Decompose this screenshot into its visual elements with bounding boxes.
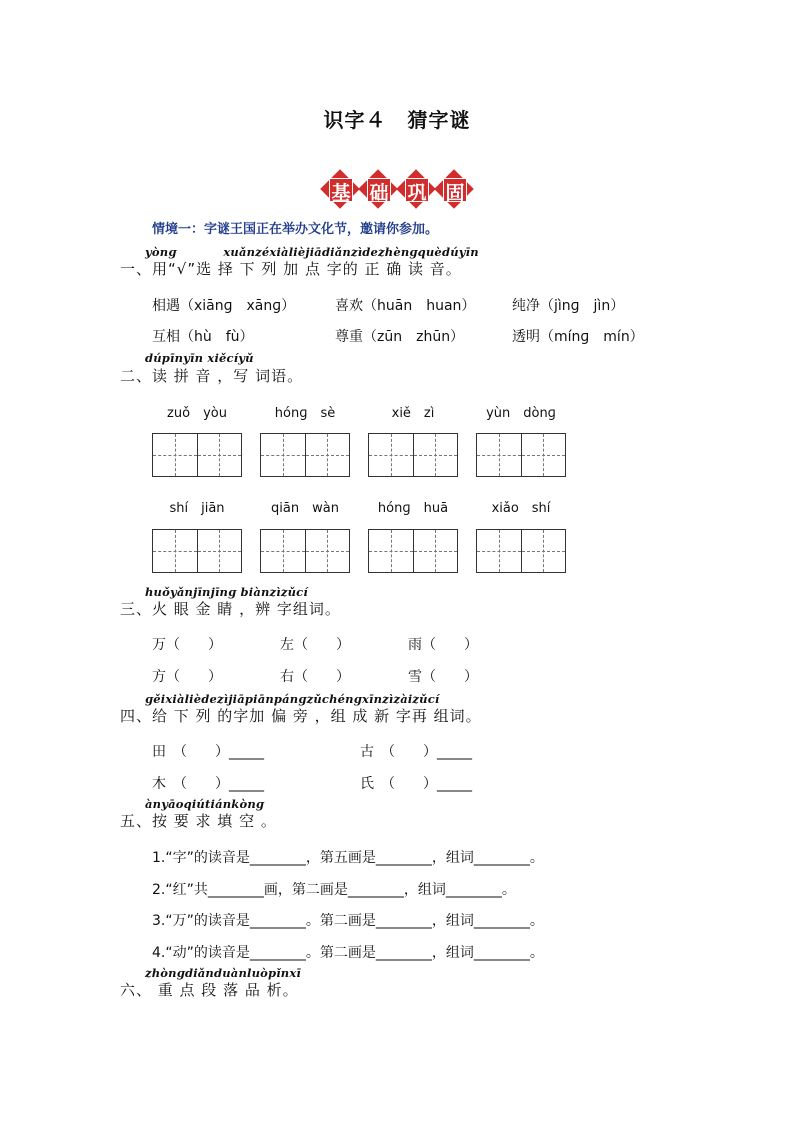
question-item[interactable]: 3.“万”的读音是________。第二画是________，组词________。 (152, 913, 544, 929)
pinyin-label: hónɡ sè (274, 406, 336, 421)
fill-item[interactable]: 雪（ ） (408, 669, 478, 685)
pinyin-label-row (152, 497, 566, 516)
section3-heading: 三、火 眼 金 睛 ，辨 字组词。 (120, 600, 341, 618)
option-item: 透明（mínɡ mín） (512, 329, 644, 345)
writing-box[interactable] (260, 433, 350, 477)
section3-pinyin: huǒyǎnjīnjīnɡ biànzìzǔcí (145, 585, 308, 599)
writing-box[interactable] (260, 529, 350, 573)
pinyin-label: zuǒ yòu (167, 406, 227, 421)
badge-tile (437, 172, 473, 208)
pinyin-label: shí jiān (169, 501, 225, 516)
section6-pinyin: zhònɡdiǎnduànluòpǐnxī (145, 966, 301, 980)
writing-box[interactable] (368, 433, 458, 477)
badge-tile (323, 172, 359, 208)
fill-item[interactable]: 雨（ ） (408, 637, 478, 653)
badge-char: 基 (331, 182, 351, 204)
pinyin-label: qiān wàn (271, 501, 339, 516)
section4-heading: 四、给 下 列 的字加 偏 旁 ，组 成 新 字再 组词。 (120, 707, 482, 725)
writing-box[interactable] (476, 529, 566, 573)
fill-item[interactable]: 古 （ ）_____ (360, 744, 472, 760)
badge-char: 础 (369, 182, 389, 204)
section2-pinyin: dúpīnyīn xiěcíyǔ (145, 351, 254, 365)
fill-item[interactable]: 田 （ ）_____ (152, 744, 264, 760)
writing-grid-row (152, 529, 566, 573)
badge-char: 固 (445, 182, 465, 204)
question-item[interactable]: 4.“动”的读音是________。第二画是________，组词________。 (152, 945, 544, 961)
option-item: 喜欢（huān huan） (335, 298, 476, 314)
section1-heading: 一、用“√”选 择 下 列 加 点 字的 正 确 读 音。 (120, 260, 462, 278)
question-item[interactable]: 2.“红”共________画，第二画是________，组词________。 (152, 882, 516, 898)
question-item[interactable]: 1.“字”的读音是________，第五画是________，组词________。 (152, 850, 544, 866)
section5-heading: 五、按 要 求 填 空 。 (120, 812, 277, 830)
section2-heading: 二、读 拼 音 ，写 词语。 (120, 367, 304, 385)
writing-box[interactable] (152, 529, 242, 573)
fill-item[interactable]: 右（ ） (280, 669, 350, 685)
pinyin-label: xiě zì (391, 406, 435, 421)
badge-char: 巩 (407, 182, 427, 204)
section4-pinyin: ɡěixiàlièdezìjiāpiānpánɡzǔchénɡxīnzìzàizǔcí (145, 692, 440, 706)
option-item: 尊重（zūn zhūn） (335, 329, 465, 345)
fill-item[interactable]: 木 （ ）_____ (152, 776, 264, 792)
section-badge (323, 172, 473, 208)
writing-box[interactable] (476, 433, 566, 477)
scenario-text: 情境一：字谜王国正在举办文化节，邀请你参加。 (152, 222, 439, 237)
section5-pinyin: ànyāoqiútiánkònɡ (145, 797, 265, 811)
pinyin-label: yùn dònɡ (486, 406, 556, 421)
pinyin-label-row (152, 402, 566, 421)
pinyin-label: xiǎo shí (491, 501, 551, 516)
writing-box[interactable] (368, 529, 458, 573)
section1-pinyin: yònɡ xuǎnzéxiàlièjiādiǎnzìdezhènɡquèdúyīn (145, 245, 479, 259)
badge-tile (399, 172, 435, 208)
page-title: 识字４ 猜字谜 (323, 108, 471, 132)
pinyin-label: hónɡ huā (377, 501, 449, 516)
fill-item[interactable]: 氏 （ ）_____ (360, 776, 472, 792)
fill-item[interactable]: 左（ ） (280, 637, 350, 653)
fill-item[interactable]: 万（ ） (152, 637, 222, 653)
section6-heading: 六、 重 点 段 落 品 析。 (120, 981, 299, 999)
fill-item[interactable]: 方（ ） (152, 669, 222, 685)
writing-grid-row (152, 433, 566, 477)
badge-tile (361, 172, 397, 208)
option-item: 纯净（jìnɡ jìn） (512, 298, 625, 314)
option-item: 相遇（xiānɡ xānɡ） (152, 298, 296, 314)
option-item: 互相（hù fù） (152, 329, 254, 345)
writing-box[interactable] (152, 433, 242, 477)
